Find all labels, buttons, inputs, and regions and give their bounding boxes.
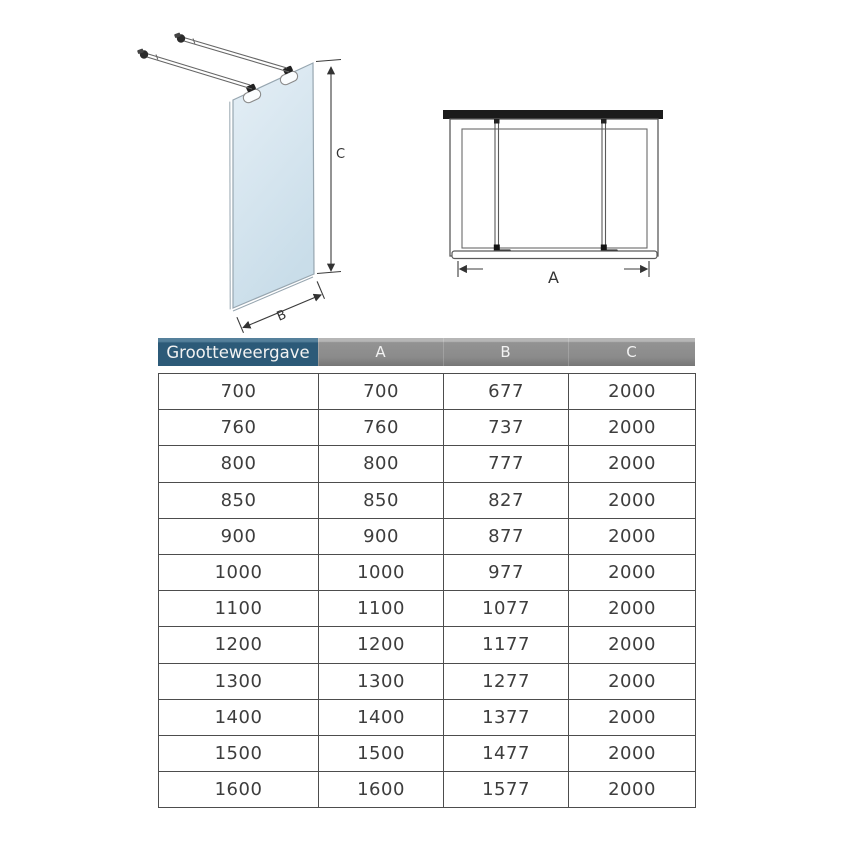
size-table-body [158,373,696,808]
table-cell: 900 [159,518,319,554]
table-cell: 977 [444,554,569,590]
glass-outline-outer [450,119,658,256]
table-cell: 2000 [569,591,696,627]
table-cell: 800 [319,446,444,482]
dimension-label-b: B [274,307,289,325]
table-cell: 2000 [569,699,696,735]
table-cell: 1400 [319,699,444,735]
table-cell: 2000 [569,374,696,410]
table-cell: 737 [444,410,569,446]
header-cell-a: A [318,338,443,366]
table-cell: 1200 [159,627,319,663]
table-cell: 1177 [444,627,569,663]
table-row [159,482,696,518]
table-cell: 1277 [444,663,569,699]
top-rail [443,110,663,119]
table-cell: 1377 [444,699,569,735]
vertical-brace [601,119,618,255]
vertical-brace [494,119,511,255]
wall-bracket [174,32,185,42]
table-row [159,374,696,410]
table-cell: 1600 [319,772,444,808]
table-row [159,518,696,554]
table-cell: 1077 [444,591,569,627]
table-cell: 1000 [159,554,319,590]
table-cell: 2000 [569,518,696,554]
header-cell-c: C [568,338,695,366]
table-cell: 1500 [159,735,319,771]
support-bar [182,37,289,72]
table-cell: 1100 [319,591,444,627]
table-cell: 700 [159,374,319,410]
table-cell: 760 [319,410,444,446]
table-cell: 827 [444,482,569,518]
header-cell-b: B [443,338,568,366]
support-bar [145,53,252,89]
table-row [159,591,696,627]
table-cell: 2000 [569,410,696,446]
table-row [159,446,696,482]
table-cell: 2000 [569,735,696,771]
table-row [159,699,696,735]
table-cell: 850 [159,482,319,518]
panel-perspective-diagram [137,32,345,332]
table-cell: 1577 [444,772,569,808]
technical-diagrams [0,0,848,336]
table-cell: 850 [319,482,444,518]
table-cell: 2000 [569,446,696,482]
dimension-height-c [316,60,341,274]
table-cell: 1200 [319,627,444,663]
table-cell: 1300 [319,663,444,699]
bottom-profile [452,251,657,259]
table-cell: 700 [319,374,444,410]
table-cell: 677 [444,374,569,410]
table-cell: 877 [444,518,569,554]
table-cell: 1477 [444,735,569,771]
table-cell: 2000 [569,663,696,699]
table-cell: 777 [444,446,569,482]
table-rows [159,374,696,808]
table-row [159,627,696,663]
table-cell: 2000 [569,554,696,590]
table-row [159,735,696,771]
table-row [159,410,696,446]
table-cell: 900 [319,518,444,554]
glass-outline-inner [462,129,647,248]
size-table [158,338,695,808]
table-cell: 1000 [319,554,444,590]
table-cell: 2000 [569,772,696,808]
table-cell: 1100 [159,591,319,627]
header-cell-size: Grootteweergave [158,338,318,366]
table-cell: 1400 [159,699,319,735]
table-row [159,663,696,699]
table-cell: 760 [159,410,319,446]
dimension-label-a: A [548,268,559,287]
table-cell: 2000 [569,627,696,663]
size-table-header [158,338,695,366]
dimension-label-c: C [336,147,346,162]
wall-bracket [137,48,148,58]
table-cell: 1300 [159,663,319,699]
panel-front-diagram [443,110,663,287]
table-row [159,554,696,590]
table-row [159,772,696,808]
table-cell: 2000 [569,482,696,518]
table-cell: 1500 [319,735,444,771]
table-cell: 1600 [159,772,319,808]
table-cell: 800 [159,446,319,482]
